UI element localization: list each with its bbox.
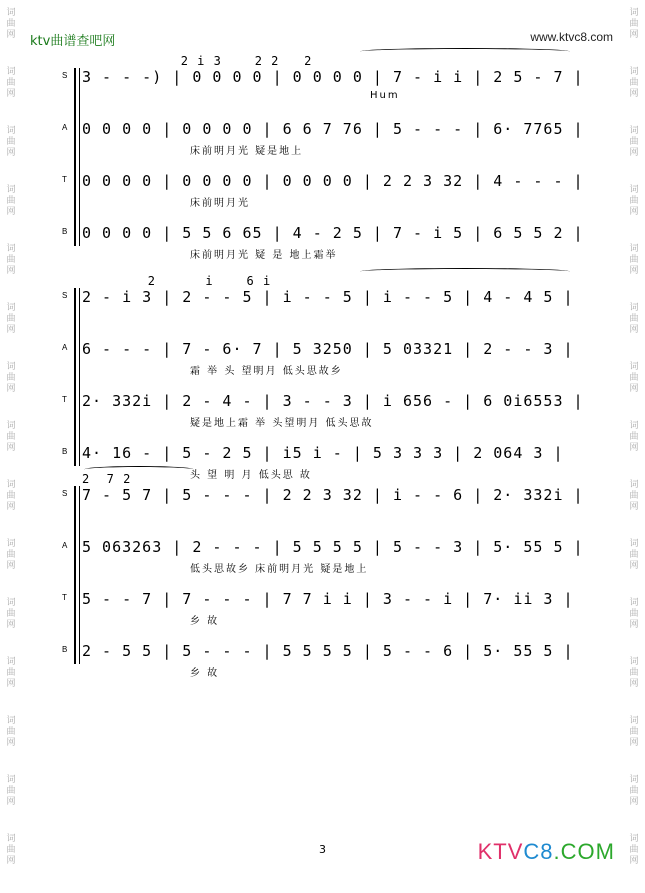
lyrics-line: 乡 故 — [190, 616, 220, 627]
side-watermark-text: 词 曲 网 — [629, 716, 639, 748]
system-bracket — [74, 68, 76, 246]
logo-part-com: .COM — [553, 839, 615, 864]
lyrics-line: 床前明月光 — [190, 198, 250, 209]
voice-label: A — [62, 123, 68, 132]
phrase-slur — [360, 268, 570, 275]
side-watermark-text: 词 曲 网 — [6, 480, 16, 512]
voice-label: A — [62, 541, 68, 550]
voice-label: T — [62, 175, 67, 184]
upper-harmony-notes: 2 7 2 — [82, 472, 132, 486]
phrase-slur — [360, 48, 570, 55]
side-watermark-text: 词 曲 网 — [629, 362, 639, 394]
side-watermark-text: 词 曲 网 — [629, 421, 639, 453]
logo-part-ktv: KTV — [477, 839, 524, 864]
upper-harmony-notes: 2 i 3 2 2 2 — [82, 54, 313, 68]
voice-label: S — [62, 489, 68, 498]
lyrics-line: 疑是地上霜 举 头望明月 低头思故 — [190, 418, 374, 429]
side-watermark-text: 词 曲 网 — [6, 716, 16, 748]
voice-label: T — [62, 395, 67, 404]
voice-label: T — [62, 593, 67, 602]
side-watermark-text: 词 曲 网 — [6, 126, 16, 158]
side-watermark-text: 词 曲 网 — [6, 8, 16, 40]
side-watermark-text: 词 曲 网 — [6, 185, 16, 217]
side-watermark-text: 词 曲 网 — [6, 539, 16, 571]
notation-line: 0 0 0 0 | 5 5 6 65 | 4 - 2 5 | 7 - i 5 | 6 5 5 2 | — [82, 224, 584, 242]
site-url[interactable]: www.ktvc8.com — [530, 30, 613, 44]
system-bracket — [74, 288, 76, 466]
side-watermark-text: 词 曲 网 — [6, 303, 16, 335]
voice-label: S — [62, 71, 68, 80]
system-bracket — [74, 486, 76, 664]
notation-line: 5 - - 7 | 7 - - - | 7 7 i i | 3 - - i | 7· ii 3 | — [82, 590, 574, 608]
voice-label: S — [62, 291, 68, 300]
side-watermark-text: 词 曲 网 — [629, 834, 639, 866]
notation-line: 5 063263 | 2 - - - | 5 5 5 5 | 5 - - 3 | 5· 55 5 | — [82, 538, 584, 556]
lyrics-line: 乡 故 — [190, 668, 220, 679]
side-watermark-text: 词 曲 网 — [6, 657, 16, 689]
side-watermark-text: 词 曲 网 — [629, 775, 639, 807]
notation-line: 4· 16 - | 5 - 2 5 | i5 i - | 5 3 3 3 | 2 064 3 | — [82, 444, 564, 462]
side-watermark-text: 词 曲 网 — [6, 834, 16, 866]
site-name: ktv曲谱查吧网 — [30, 34, 116, 49]
logo-part-c8: C8 — [523, 839, 554, 864]
lyrics-line: 头 望 明 月 低头思 故 — [190, 470, 312, 481]
side-watermark-left — [4, 0, 18, 893]
notation-line: 6 - - - | 7 - 6· 7 | 5 3250 | 5 03321 | 2 - - 3 | — [82, 340, 574, 358]
side-watermark-text: 词 曲 网 — [629, 480, 639, 512]
lyrics-line: 霜 举 头 望明月 低头思故乡 — [190, 366, 343, 377]
notation-line: 2· 332i | 2 - 4 - | 3 - - 3 | i 656 - | 6 0i6553 | — [82, 392, 584, 410]
voice-label: B — [62, 447, 68, 456]
side-watermark-text: 词 曲 网 — [629, 539, 639, 571]
notation-line: 2 - i 3 | 2 - - 5 | i - - 5 | i - - 5 | 4 - 4 5 | — [82, 288, 574, 306]
voice-label: A — [62, 343, 68, 352]
voice-label: B — [62, 227, 68, 236]
page-number: 3 — [319, 843, 326, 856]
side-watermark-text: 词 曲 网 — [6, 421, 16, 453]
lyrics-line: 床前明月光 疑是地上 — [190, 146, 304, 157]
lyrics-line: Hum — [370, 90, 400, 101]
notation-line: 0 0 0 0 | 0 0 0 0 | 6 6 7 76 | 5 - - - | 6· 7765 | — [82, 120, 584, 138]
lyrics-line: 低头思故乡 床前明月光 疑是地上 — [190, 564, 369, 575]
notation-line: 2 - 5 5 | 5 - - - | 5 5 5 5 | 5 - - 6 | 5· 55 5 | — [82, 642, 574, 660]
side-watermark-text: 词 曲 网 — [629, 67, 639, 99]
lyrics-line: 床前明月光 疑 是 地上霜举 — [190, 250, 338, 261]
notation-line: 0 0 0 0 | 0 0 0 0 | 0 0 0 0 | 2 2 3 32 | 4 - - - | — [82, 172, 584, 190]
side-watermark-text: 词 曲 网 — [629, 185, 639, 217]
upper-harmony-notes: 2 i 6 i — [82, 274, 272, 288]
side-watermark-text: 词 曲 网 — [629, 598, 639, 630]
ktvc8-logo — [478, 839, 615, 865]
side-watermark-text: 词 曲 网 — [629, 8, 639, 40]
side-watermark-text: 词 曲 网 — [6, 598, 16, 630]
side-watermark-text: 词 曲 网 — [6, 244, 16, 276]
side-watermark-text: 词 曲 网 — [629, 657, 639, 689]
side-watermark-text: 词 曲 网 — [6, 67, 16, 99]
side-watermark-text: 词 曲 网 — [6, 362, 16, 394]
side-watermark-text: 词 曲 网 — [6, 775, 16, 807]
side-watermark-right — [627, 0, 641, 893]
side-watermark-text: 词 曲 网 — [629, 303, 639, 335]
phrase-slur — [84, 466, 194, 473]
notation-line: 7 - 5 7 | 5 - - - | 2 2 3 32 | i - - 6 | 2· 332i | — [82, 486, 584, 504]
voice-label: B — [62, 645, 68, 654]
notation-line: 3 - - -) | 0 0 0 0 | 0 0 0 0 | 7 - i i | 2 5 - 7 | — [82, 68, 584, 86]
side-watermark-text: 词 曲 网 — [629, 126, 639, 158]
side-watermark-text: 词 曲 网 — [629, 244, 639, 276]
